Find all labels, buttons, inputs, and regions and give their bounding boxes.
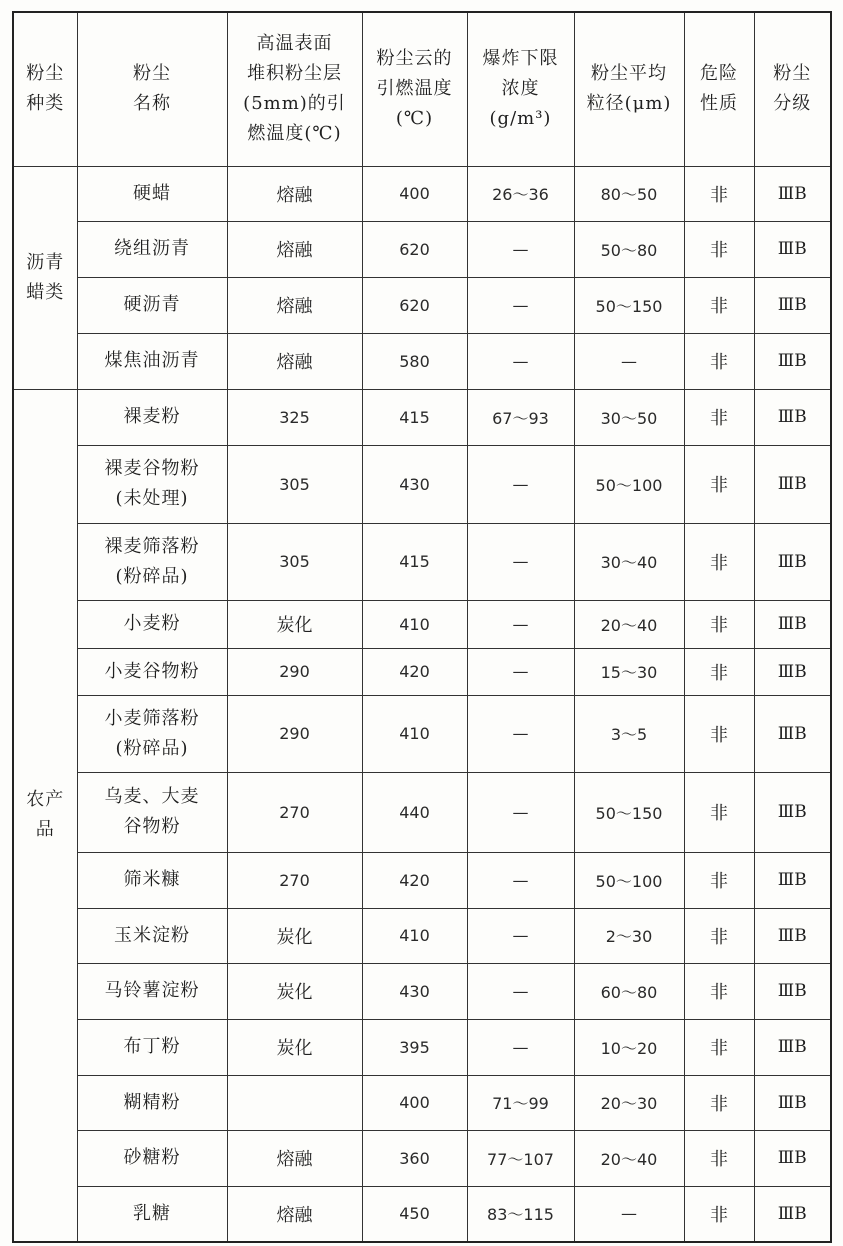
dust-name-cell: 硬蜡 bbox=[77, 166, 227, 221]
cloud-temp-cell: 395 bbox=[362, 1019, 467, 1075]
layer-temp-cell: 熔融 bbox=[227, 221, 362, 277]
hazard-cell: 非 bbox=[684, 648, 754, 695]
grade-cell: ⅢB bbox=[754, 1186, 831, 1242]
table-row bbox=[13, 852, 831, 908]
lel-cell: — bbox=[467, 908, 574, 963]
cloud-temp-cell: 420 bbox=[362, 852, 467, 908]
hazard-cell: 非 bbox=[684, 166, 754, 221]
lel-cell: 83～115 bbox=[467, 1186, 574, 1242]
grade-cell: ⅢB bbox=[754, 852, 831, 908]
lel-cell: — bbox=[467, 963, 574, 1019]
grade-cell: ⅢB bbox=[754, 389, 831, 445]
lel-cell: 26～36 bbox=[467, 166, 574, 221]
lel-cell: 71～99 bbox=[467, 1075, 574, 1130]
cloud-temp-cell: 580 bbox=[362, 333, 467, 389]
grade-cell: ⅢB bbox=[754, 523, 831, 600]
dust-name-cell: 筛米糠 bbox=[77, 852, 227, 908]
dust-name-cell: 马铃薯淀粉 bbox=[77, 963, 227, 1019]
dust-name-cell: 小麦谷物粉 bbox=[77, 648, 227, 695]
header-row bbox=[13, 12, 831, 166]
lel-cell: — bbox=[467, 333, 574, 389]
table-row bbox=[13, 648, 831, 695]
table-row bbox=[13, 600, 831, 648]
header-average-particle-size: 粉尘平均 粒径(μm) bbox=[574, 12, 684, 166]
grade-cell: ⅢB bbox=[754, 166, 831, 221]
header-dust-grade: 粉尘 分级 bbox=[754, 12, 831, 166]
table-row bbox=[13, 333, 831, 389]
particle-size-cell: 10～20 bbox=[574, 1019, 684, 1075]
particle-size-cell: 50～100 bbox=[574, 852, 684, 908]
cloud-temp-cell: 400 bbox=[362, 1075, 467, 1130]
header-dust-name: 粉尘 名称 bbox=[77, 12, 227, 166]
category-cell: 沥青 蜡类 bbox=[13, 166, 77, 389]
grade-cell: ⅢB bbox=[754, 1130, 831, 1186]
hazard-cell: 非 bbox=[684, 221, 754, 277]
layer-temp-cell: 270 bbox=[227, 852, 362, 908]
table-row bbox=[13, 523, 831, 600]
hazard-cell: 非 bbox=[684, 963, 754, 1019]
grade-cell: ⅢB bbox=[754, 963, 831, 1019]
header-cloud-ignition-temp: 粉尘云的 引燃温度 (℃) bbox=[362, 12, 467, 166]
cloud-temp-cell: 620 bbox=[362, 277, 467, 333]
cloud-temp-cell: 430 bbox=[362, 445, 467, 523]
table-row bbox=[13, 1075, 831, 1130]
cloud-temp-cell: 415 bbox=[362, 389, 467, 445]
dust-name-cell: 布丁粉 bbox=[77, 1019, 227, 1075]
table-row bbox=[13, 1186, 831, 1242]
hazard-cell: 非 bbox=[684, 1130, 754, 1186]
layer-temp-cell: 熔融 bbox=[227, 1130, 362, 1186]
hazard-cell: 非 bbox=[684, 333, 754, 389]
lel-cell: — bbox=[467, 445, 574, 523]
table-row bbox=[13, 221, 831, 277]
dust-name-cell: 裸麦谷物粉 (未处理) bbox=[77, 445, 227, 523]
table-row bbox=[13, 1019, 831, 1075]
layer-temp-cell: 325 bbox=[227, 389, 362, 445]
layer-temp-cell: 熔融 bbox=[227, 333, 362, 389]
dust-name-cell: 裸麦筛落粉 (粉碎品) bbox=[77, 523, 227, 600]
grade-cell: ⅢB bbox=[754, 1019, 831, 1075]
particle-size-cell: 50～150 bbox=[574, 277, 684, 333]
cloud-temp-cell: 410 bbox=[362, 695, 467, 772]
layer-temp-cell: 305 bbox=[227, 445, 362, 523]
grade-cell: ⅢB bbox=[754, 221, 831, 277]
hazard-cell: 非 bbox=[684, 695, 754, 772]
grade-cell: ⅢB bbox=[754, 695, 831, 772]
cloud-temp-cell: 400 bbox=[362, 166, 467, 221]
layer-temp-cell: 290 bbox=[227, 648, 362, 695]
dust-name-cell: 乌麦、大麦 谷物粉 bbox=[77, 772, 227, 852]
lel-cell: — bbox=[467, 648, 574, 695]
grade-cell: ⅢB bbox=[754, 277, 831, 333]
cloud-temp-cell: 420 bbox=[362, 648, 467, 695]
particle-size-cell: 20～40 bbox=[574, 1130, 684, 1186]
lel-cell: — bbox=[467, 772, 574, 852]
layer-temp-cell: 炭化 bbox=[227, 908, 362, 963]
hazard-cell: 非 bbox=[684, 445, 754, 523]
particle-size-cell: — bbox=[574, 333, 684, 389]
dust-name-cell: 裸麦粉 bbox=[77, 389, 227, 445]
particle-size-cell: 50～80 bbox=[574, 221, 684, 277]
category-cell: 农产 品 bbox=[13, 389, 77, 1242]
particle-size-cell: 80～50 bbox=[574, 166, 684, 221]
dust-name-cell: 硬沥青 bbox=[77, 277, 227, 333]
particle-size-cell: 3～5 bbox=[574, 695, 684, 772]
table-row bbox=[13, 963, 831, 1019]
dust-name-cell: 小麦粉 bbox=[77, 600, 227, 648]
cloud-temp-cell: 360 bbox=[362, 1130, 467, 1186]
lel-cell: — bbox=[467, 1019, 574, 1075]
particle-size-cell: 50～150 bbox=[574, 772, 684, 852]
layer-temp-cell: 炭化 bbox=[227, 1019, 362, 1075]
table-row bbox=[13, 1130, 831, 1186]
hazard-cell: 非 bbox=[684, 523, 754, 600]
hazard-cell: 非 bbox=[684, 389, 754, 445]
dust-name-cell: 小麦筛落粉 (粉碎品) bbox=[77, 695, 227, 772]
header-layer-ignition-temp: 高温表面 堆积粉尘层 (5mm)的引 燃温度(℃) bbox=[227, 12, 362, 166]
hazard-cell: 非 bbox=[684, 1186, 754, 1242]
hazard-cell: 非 bbox=[684, 772, 754, 852]
table-row bbox=[13, 772, 831, 852]
layer-temp-cell: 炭化 bbox=[227, 600, 362, 648]
dust-name-cell: 乳糖 bbox=[77, 1186, 227, 1242]
particle-size-cell: 50～100 bbox=[574, 445, 684, 523]
particle-size-cell: 30～50 bbox=[574, 389, 684, 445]
lel-cell: — bbox=[467, 852, 574, 908]
header-dust-category: 粉尘 种类 bbox=[13, 12, 77, 166]
layer-temp-cell: 熔融 bbox=[227, 277, 362, 333]
layer-temp-cell: 熔融 bbox=[227, 1186, 362, 1242]
hazard-cell: 非 bbox=[684, 600, 754, 648]
table-row bbox=[13, 166, 831, 221]
table-row bbox=[13, 908, 831, 963]
table-row bbox=[13, 445, 831, 523]
grade-cell: ⅢB bbox=[754, 445, 831, 523]
layer-temp-cell: 290 bbox=[227, 695, 362, 772]
cloud-temp-cell: 450 bbox=[362, 1186, 467, 1242]
grade-cell: ⅢB bbox=[754, 772, 831, 852]
cloud-temp-cell: 415 bbox=[362, 523, 467, 600]
lel-cell: — bbox=[467, 221, 574, 277]
grade-cell: ⅢB bbox=[754, 908, 831, 963]
hazard-cell: 非 bbox=[684, 1019, 754, 1075]
dust-name-cell: 糊精粉 bbox=[77, 1075, 227, 1130]
particle-size-cell: 15～30 bbox=[574, 648, 684, 695]
grade-cell: ⅢB bbox=[754, 600, 831, 648]
particle-size-cell: 20～40 bbox=[574, 600, 684, 648]
particle-size-cell: 2～30 bbox=[574, 908, 684, 963]
grade-cell: ⅢB bbox=[754, 648, 831, 695]
particle-size-cell: 30～40 bbox=[574, 523, 684, 600]
layer-temp-cell: 炭化 bbox=[227, 963, 362, 1019]
lel-cell: — bbox=[467, 277, 574, 333]
hazard-cell: 非 bbox=[684, 1075, 754, 1130]
table-row bbox=[13, 695, 831, 772]
dust-name-cell: 砂糖粉 bbox=[77, 1130, 227, 1186]
layer-temp-cell: 270 bbox=[227, 772, 362, 852]
lel-cell: — bbox=[467, 600, 574, 648]
header-hazard-nature: 危险 性质 bbox=[684, 12, 754, 166]
grade-cell: ⅢB bbox=[754, 1075, 831, 1130]
lel-cell: — bbox=[467, 523, 574, 600]
particle-size-cell: — bbox=[574, 1186, 684, 1242]
layer-temp-cell: 熔融 bbox=[227, 166, 362, 221]
dust-name-cell: 煤焦油沥青 bbox=[77, 333, 227, 389]
grade-cell: ⅢB bbox=[754, 333, 831, 389]
table-row bbox=[13, 277, 831, 333]
table-row bbox=[13, 389, 831, 445]
cloud-temp-cell: 620 bbox=[362, 221, 467, 277]
layer-temp-cell bbox=[227, 1075, 362, 1130]
hazard-cell: 非 bbox=[684, 852, 754, 908]
cloud-temp-cell: 430 bbox=[362, 963, 467, 1019]
particle-size-cell: 60～80 bbox=[574, 963, 684, 1019]
cloud-temp-cell: 410 bbox=[362, 908, 467, 963]
dust-name-cell: 玉米淀粉 bbox=[77, 908, 227, 963]
lel-cell: 67～93 bbox=[467, 389, 574, 445]
dust-properties-table bbox=[12, 11, 832, 1243]
hazard-cell: 非 bbox=[684, 908, 754, 963]
hazard-cell: 非 bbox=[684, 277, 754, 333]
layer-temp-cell: 305 bbox=[227, 523, 362, 600]
dust-name-cell: 绕组沥青 bbox=[77, 221, 227, 277]
lel-cell: 77～107 bbox=[467, 1130, 574, 1186]
header-lower-explosion-limit: 爆炸下限 浓度 (g/m³) bbox=[467, 12, 574, 166]
lel-cell: — bbox=[467, 695, 574, 772]
cloud-temp-cell: 410 bbox=[362, 600, 467, 648]
particle-size-cell: 20～30 bbox=[574, 1075, 684, 1130]
cloud-temp-cell: 440 bbox=[362, 772, 467, 852]
